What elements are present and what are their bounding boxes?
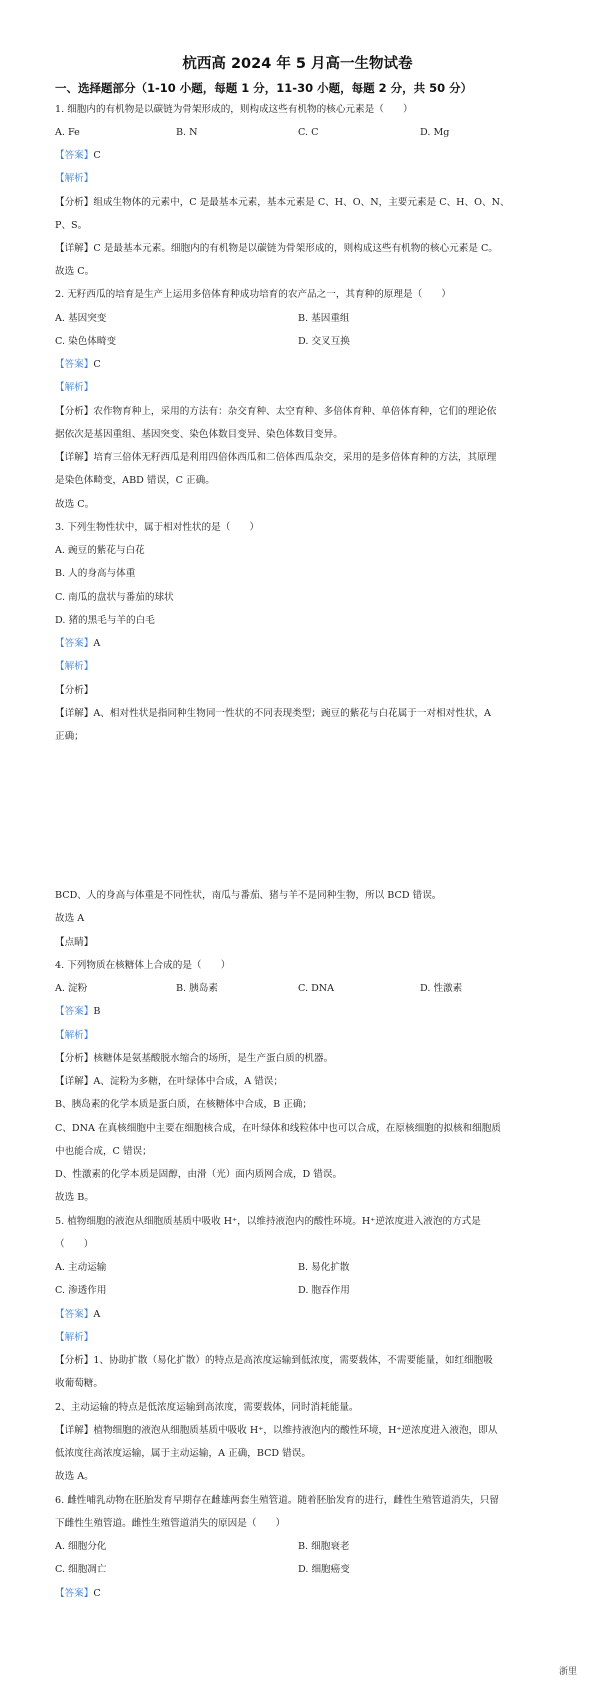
q4-option-c: C. DNA xyxy=(298,983,335,994)
q1-option-a: A. Fe xyxy=(55,127,80,138)
q3-option-d: D. 猪的黑毛与羊的白毛 xyxy=(55,615,155,626)
blank-gap xyxy=(55,765,545,875)
answer-tag: 【答案】 xyxy=(55,359,94,370)
q3-comment: 【点睛】 xyxy=(55,937,94,948)
q5-jiexi: 【解析】 xyxy=(55,1332,94,1343)
q1-option-b: B. N xyxy=(176,127,198,138)
q5-option-a: A. 主动运输 xyxy=(55,1262,107,1273)
question-5-stem-line1: 5. 植物细胞的液泡从细胞质基质中吸收 H⁺，以维持液泡内的酸性环境。H⁺逆浓度进入液泡的方式是 xyxy=(55,1216,481,1227)
q4-jiexi: 【解析】 xyxy=(55,1030,94,1041)
footer-mark: 浙里 xyxy=(558,1667,577,1677)
q6-option-a: A. 细胞分化 xyxy=(55,1541,107,1552)
q6-option-c: C. 细胞凋亡 xyxy=(55,1564,107,1575)
q5-analysis-line2: 收葡萄糖。 xyxy=(55,1378,103,1389)
q5-option-b: B. 易化扩散 xyxy=(298,1262,350,1273)
q3-option-c: C. 南瓜的盘状与番茄的球状 xyxy=(55,592,174,603)
q5-answer xyxy=(55,1309,100,1321)
question-2-stem: 2. 无籽西瓜的培育是生产上运用多倍体育种成功培育的农产品之一，其育种的原理是（ ） xyxy=(55,289,451,300)
answer-tag: 【答案】 xyxy=(55,1006,94,1017)
q5-option-c: C. 渗透作用 xyxy=(55,1285,107,1296)
answer-tag: 【答案】 xyxy=(55,150,94,161)
q4-option-b: B. 胰岛素 xyxy=(176,983,218,994)
answer-value: B xyxy=(93,1006,101,1017)
question-1-stem: 1. 细胞内的有机物是以碳链为骨架形成的，则构成这些有机物的核心元素是（ ） xyxy=(55,104,413,115)
question-5-stem-line2: （ ） xyxy=(55,1239,94,1250)
answer-value: C xyxy=(93,359,101,370)
q6-answer xyxy=(55,1588,101,1600)
q1-jiexi: 【解析】 xyxy=(55,173,94,184)
q5-detail-line2: 低浓度往高浓度运输，属于主动运输，A 正确，BCD 错误。 xyxy=(55,1448,311,1459)
answer-tag: 【答案】 xyxy=(55,1588,94,1599)
q5-choice: 故选 A。 xyxy=(55,1471,94,1482)
q2-answer xyxy=(55,359,101,371)
question-3-stem: 3. 下列生物性状中，属于相对性状的是（ ） xyxy=(55,522,260,533)
q3-jiexi: 【解析】 xyxy=(55,661,94,672)
q6-option-b: B. 细胞衰老 xyxy=(298,1541,350,1552)
answer-value: C xyxy=(93,150,101,161)
q2-detail-line2: 是染色体畸变，ABD 错误，C 正确。 xyxy=(55,475,215,486)
q1-detail: 【详解】C 是最基本元素。细胞内的有机物是以碳链为骨架形成的，则构成这些有机物的核心元素是 C。 xyxy=(55,243,498,254)
q2-option-d: D. 交叉互换 xyxy=(298,336,350,347)
q5-option-d: D. 胞吞作用 xyxy=(298,1285,350,1296)
q6-option-d: D. 细胞癌变 xyxy=(298,1564,350,1575)
question-6-stem-line2: 下雌性生殖管道。雌性生殖管道消失的原因是（ ） xyxy=(55,1518,286,1529)
q3-answer xyxy=(55,638,100,650)
q5-analysis-line1: 【分析】1、协助扩散（易化扩散）的特点是高浓度运输到低浓度，需要载体，不需要能量，如红细胞吸 xyxy=(55,1355,493,1366)
q5-analysis-line3: 2、主动运输的特点是低浓度运输到高浓度，需要载体，同时消耗能量。 xyxy=(55,1402,359,1413)
q2-option-b: B. 基因重组 xyxy=(298,313,350,324)
q1-choice: 故选 C。 xyxy=(55,266,95,277)
q4-analysis: 【分析】核糖体是氨基酸脱水缩合的场所，是生产蛋白质的机器。 xyxy=(55,1053,334,1064)
q2-jiexi: 【解析】 xyxy=(55,382,94,393)
q2-analysis-line1: 【分析】农作物育种上，采用的方法有：杂交育种、太空育种、多倍体育种、单倍体育种，它们的理论依 xyxy=(55,406,497,417)
q1-option-d: D. Mg xyxy=(420,127,450,138)
q2-option-c: C. 染色体畸变 xyxy=(55,336,117,347)
q3-option-b: B. 人的身高与体重 xyxy=(55,568,136,579)
q4-detail-line5: D、性激素的化学本质是固醇，由滑（光）面内质网合成，D 错误。 xyxy=(55,1169,343,1180)
q1-option-c: C. C xyxy=(298,127,319,138)
q3-detail-line1: 【详解】A、相对性状是指同种生物同一性状的不同表现类型；豌豆的紫花与白花属于一对相对性状，A xyxy=(55,708,491,719)
question-4-stem: 4. 下列物质在核糖体上合成的是（ ） xyxy=(55,960,231,971)
question-6-stem-line1: 6. 雌性哺乳动物在胚胎发育早期存在雌雄两套生殖管道。随着胚胎发育的进行，雌性生殖管道消失，只留 xyxy=(55,1495,499,1506)
q1-analysis-line2: P、S。 xyxy=(55,220,88,231)
q1-analysis-line1: 【分析】组成生物体的元素中，C 是最基本元素，基本元素是 C、H、O、N，主要元素是 C、H、O、N、 xyxy=(55,197,510,208)
section-heading: 一、选择题部分（1-10 小题，每题 1 分，11-30 小题，每题 2 分，共 50 分） xyxy=(55,81,473,95)
q4-detail-line2: B、胰岛素的化学本质是蛋白质，在核糖体中合成，B 正确； xyxy=(55,1099,312,1110)
q3-bcd-explanation: BCD、人的身高与体重是不同性状，南瓜与番茄、猪与羊不是同种生物，所以 BCD 错误。 xyxy=(55,890,442,901)
answer-value: A xyxy=(93,1309,101,1320)
q4-option-a: A. 淀粉 xyxy=(55,983,88,994)
q4-detail-line3: C、DNA 在真核细胞中主要在细胞核合成，在叶绿体和线粒体中也可以合成，在原核细胞的拟核和细胞质 xyxy=(55,1123,501,1134)
q3-choice: 故选 A xyxy=(55,913,85,924)
q4-detail-line4: 中也能合成，C 错误； xyxy=(55,1146,152,1157)
q4-answer xyxy=(55,1006,100,1018)
q3-detail-line2: 正确； xyxy=(55,731,84,742)
q2-analysis-line2: 据依次是基因重组、基因突变、染色体数目变异、染色体数目变异。 xyxy=(55,429,343,440)
answer-value: A xyxy=(93,638,101,649)
q2-detail-line1: 【详解】培育三倍体无籽西瓜是利用四倍体西瓜和二倍体西瓜杂交，采用的是多倍体育种的方法，其原理 xyxy=(55,452,497,463)
q2-option-a: A. 基因突变 xyxy=(55,313,107,324)
q3-option-a: A. 豌豆的紫花与白花 xyxy=(55,545,145,556)
answer-tag: 【答案】 xyxy=(55,638,94,649)
q4-choice: 故选 B。 xyxy=(55,1192,94,1203)
q4-detail-line1: 【详解】A、淀粉为多糖，在叶绿体中合成，A 错误； xyxy=(55,1076,283,1087)
page-title: 杭西高 2024 年 5 月高一生物试卷 xyxy=(182,56,413,72)
q2-choice: 故选 C。 xyxy=(55,499,95,510)
q1-answer xyxy=(55,150,101,162)
q5-detail-line1: 【详解】植物细胞的液泡从细胞质基质中吸收 H⁺，以维持液泡内的酸性环境，H⁺逆浓度进入液泡，即从 xyxy=(55,1425,498,1436)
q4-option-d: D. 性激素 xyxy=(420,983,463,994)
answer-value: C xyxy=(93,1588,101,1599)
answer-tag: 【答案】 xyxy=(55,1309,94,1320)
q3-analysis: 【分析】 xyxy=(55,685,94,696)
